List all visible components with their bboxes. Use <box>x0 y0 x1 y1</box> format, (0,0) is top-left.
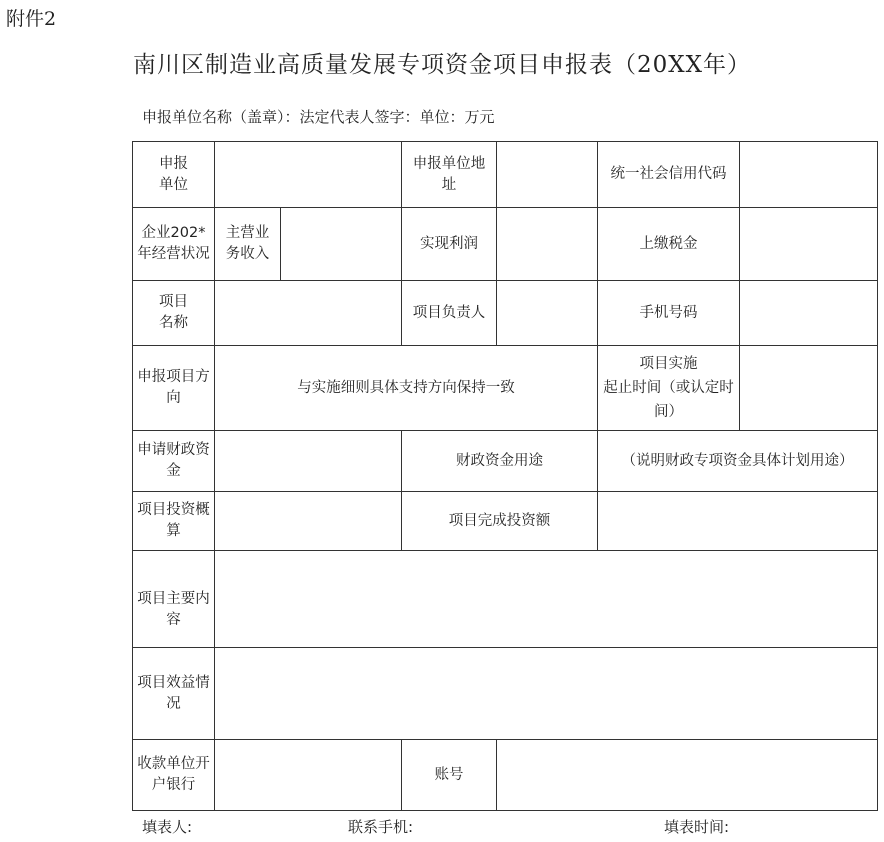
label-applicant-unit: 申报 单位 <box>133 142 215 208</box>
label-project-direction: 申报项目方向 <box>133 346 215 431</box>
table-row <box>133 431 878 492</box>
table-row <box>133 492 878 551</box>
field-investment-estimate[interactable] <box>215 492 402 551</box>
label-account: 账号 <box>402 740 497 811</box>
field-fund-request[interactable] <box>215 431 402 492</box>
label-project-leader: 项目负责人 <box>402 281 497 346</box>
table-row <box>133 346 878 431</box>
field-applicant-address[interactable] <box>497 142 598 208</box>
field-main-revenue[interactable] <box>281 208 402 281</box>
field-implementation-period[interactable] <box>740 346 878 431</box>
label-benefits: 项目效益情况 <box>133 648 215 740</box>
field-applicant-unit[interactable] <box>215 142 402 208</box>
label-bank: 收款单位开户银行 <box>133 740 215 811</box>
label-fund-request: 申请财政资金 <box>133 431 215 492</box>
page-title: 南川区制造业高质量发展专项资金项目申报表（20XX年） <box>132 52 751 78</box>
label-main-content: 项目主要内容 <box>133 551 215 648</box>
label-phone: 手机号码 <box>598 281 740 346</box>
label-fund-usage: 财政资金用途 <box>402 431 598 492</box>
table-row <box>133 281 878 346</box>
table-row <box>133 740 878 811</box>
field-credit-code[interactable] <box>740 142 878 208</box>
table-row <box>133 142 878 208</box>
field-account[interactable] <box>497 740 878 811</box>
label-tax-paid: 上缴税金 <box>598 208 740 281</box>
applicant-info-line: 申报单位名称（盖章）：法定代表人签字：单位：万元 <box>142 108 495 126</box>
fund-usage-note: （说明财政专项资金具体计划用途） <box>598 431 878 492</box>
label-profit: 实现利润 <box>402 208 497 281</box>
field-phone[interactable] <box>740 281 878 346</box>
table-row <box>133 648 878 740</box>
field-bank[interactable] <box>215 740 402 811</box>
attachment-label: 附件2 <box>6 8 57 30</box>
field-completed-investment[interactable] <box>598 492 878 551</box>
footer-filler: 填表人: <box>142 818 193 836</box>
field-project-leader[interactable] <box>497 281 598 346</box>
label-applicant-address: 申报单位地址 <box>402 142 497 208</box>
label-credit-code: 统一社会信用代码 <box>598 142 740 208</box>
field-profit[interactable] <box>497 208 598 281</box>
field-main-content[interactable] <box>215 551 878 648</box>
label-project-name: 项目 名称 <box>133 281 215 346</box>
label-completed-investment: 项目完成投资额 <box>402 492 598 551</box>
table-row <box>133 208 878 281</box>
direction-note: 与实施细则具体支持方向保持一致 <box>215 346 598 431</box>
table-row <box>133 551 878 648</box>
label-implementation-period: 项目实施 起止时间（或认定时间） <box>598 346 740 431</box>
label-main-revenue: 主营业务收入 <box>215 208 281 281</box>
field-project-name[interactable] <box>215 281 402 346</box>
label-operating-status: 企业202*年经营状况 <box>133 208 215 281</box>
application-form-table <box>132 141 878 811</box>
label-investment-estimate: 项目投资概算 <box>133 492 215 551</box>
footer-contact-phone: 联系手机: <box>348 818 414 836</box>
footer-fill-date: 填表时间: <box>664 818 730 836</box>
field-tax-paid[interactable] <box>740 208 878 281</box>
field-benefits[interactable] <box>215 648 878 740</box>
